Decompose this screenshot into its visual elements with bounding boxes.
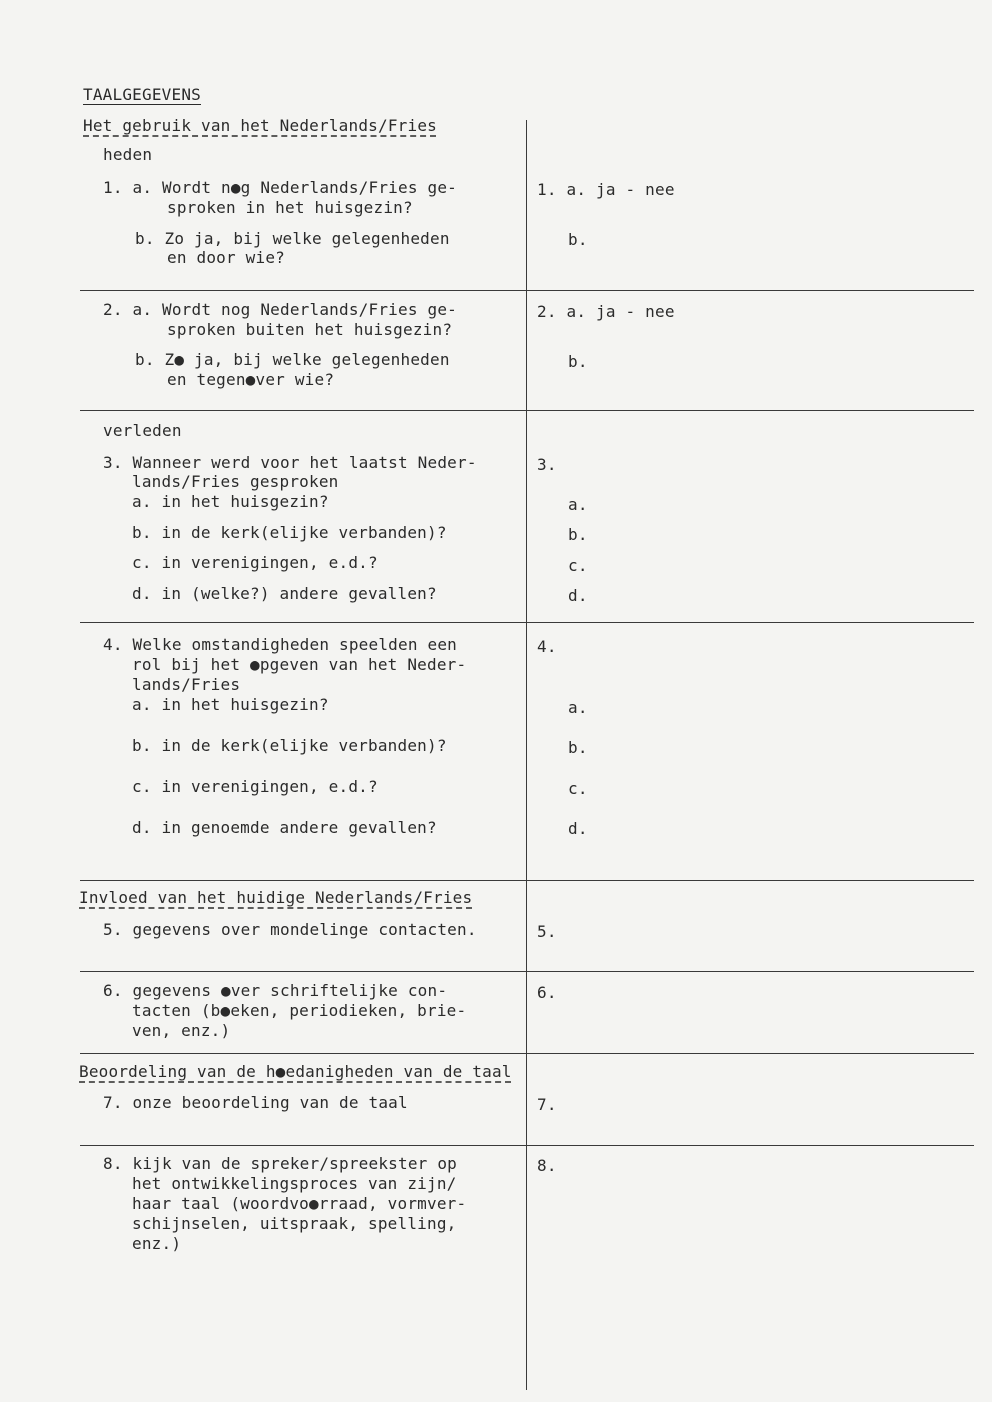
answer-4b: b. (568, 738, 588, 757)
section-heading-invloed: Invloed van het huidige Nederlands/Fries (79, 888, 473, 907)
question-4c: c. in verenigingen, e.d.? (132, 777, 378, 796)
question-4a: a. in het huisgezin? (132, 695, 329, 714)
question-4-line3: lands/Fries (132, 675, 241, 694)
question-7: 7. onze beoordeling van de taal (103, 1093, 408, 1112)
answer-2a: 2. a. ja - nee (537, 302, 675, 321)
question-1b-line1: b. Zo ja, bij welke gelegenheden (135, 229, 450, 248)
subheading-heden: heden (103, 145, 153, 164)
answer-2b: b. (568, 352, 588, 371)
row-divider (80, 971, 974, 972)
section-heading-beoordeling: Beoordeling van de h●edanigheden van de taal (79, 1062, 512, 1081)
question-8-line2: het ontwikkelingsproces van zijn/ (132, 1174, 457, 1193)
question-6-line1: 6. gegevens ●ver schriftelijke con- (103, 981, 448, 1000)
answer-3a: a. (568, 495, 588, 514)
question-2b-line1: b. Z● ja, bij welke gelegenheden (135, 350, 450, 369)
question-8-line4: schijnselen, uitspraak, spelling, (132, 1214, 457, 1233)
subheading-verleden: verleden (103, 421, 182, 440)
answer-6: 6. (537, 983, 557, 1002)
question-4-line2: rol bij het ●pgeven van het Neder- (132, 655, 467, 674)
question-6-line2: tacten (b●eken, periodieken, brie- (132, 1001, 467, 1020)
question-4-line1: 4. Welke omstandigheden speelden een (103, 635, 457, 654)
answer-1b: b. (568, 230, 588, 249)
answer-3: 3. (537, 455, 557, 474)
question-4b: b. in de kerk(elijke verbanden)? (132, 736, 447, 755)
answer-4c: c. (568, 779, 588, 798)
answer-1a: 1. a. ja - nee (537, 180, 675, 199)
question-3d: d. in (welke?) andere gevallen? (132, 584, 437, 603)
question-8-line5: enz.) (132, 1234, 182, 1253)
question-3-line2: lands/Fries gesproken (132, 472, 339, 491)
page-title: TAALGEGEVENS (83, 85, 201, 104)
question-2b-line2: en tegen●ver wie? (167, 370, 335, 389)
question-3-line1: 3. Wanneer werd voor het laatst Neder- (103, 453, 477, 472)
answer-7: 7. (537, 1095, 557, 1114)
question-8-line3: haar taal (woordvo●rraad, vormver- (132, 1194, 467, 1213)
question-5: 5. gegevens over mondelinge contacten. (103, 920, 477, 939)
answer-3d: d. (568, 586, 588, 605)
answer-5: 5. (537, 922, 557, 941)
question-1b-line2: en door wie? (167, 248, 285, 267)
row-divider (80, 410, 974, 411)
answer-3b: b. (568, 525, 588, 544)
section-heading-gebruik: Het gebruik van het Nederlands/Fries (83, 116, 437, 135)
row-divider (80, 290, 974, 291)
column-divider (526, 120, 527, 1390)
question-4d: d. in genoemde andere gevallen? (132, 818, 437, 837)
row-divider (80, 1145, 974, 1146)
question-8-line1: 8. kijk van de spreker/spreekster op (103, 1154, 457, 1173)
answer-4: 4. (537, 637, 557, 656)
row-divider (80, 880, 974, 881)
question-3c: c. in verenigingen, e.d.? (132, 553, 378, 572)
question-6-line3: ven, enz.) (132, 1021, 231, 1040)
question-1a-line2: sproken in het huisgezin? (167, 198, 413, 217)
answer-3c: c. (568, 556, 588, 575)
answer-4d: d. (568, 819, 588, 838)
question-2a-line2: sproken buiten het huisgezin? (167, 320, 453, 339)
row-divider (80, 622, 974, 623)
row-divider (80, 1053, 974, 1054)
question-3b: b. in de kerk(elijke verbanden)? (132, 523, 447, 542)
question-3a: a. in het huisgezin? (132, 492, 329, 511)
question-2a-line1: 2. a. Wordt nog Nederlands/Fries ge- (103, 300, 457, 319)
answer-4a: a. (568, 698, 588, 717)
answer-8: 8. (537, 1156, 557, 1175)
question-1a-line1: 1. a. Wordt n●g Nederlands/Fries ge- (103, 178, 457, 197)
